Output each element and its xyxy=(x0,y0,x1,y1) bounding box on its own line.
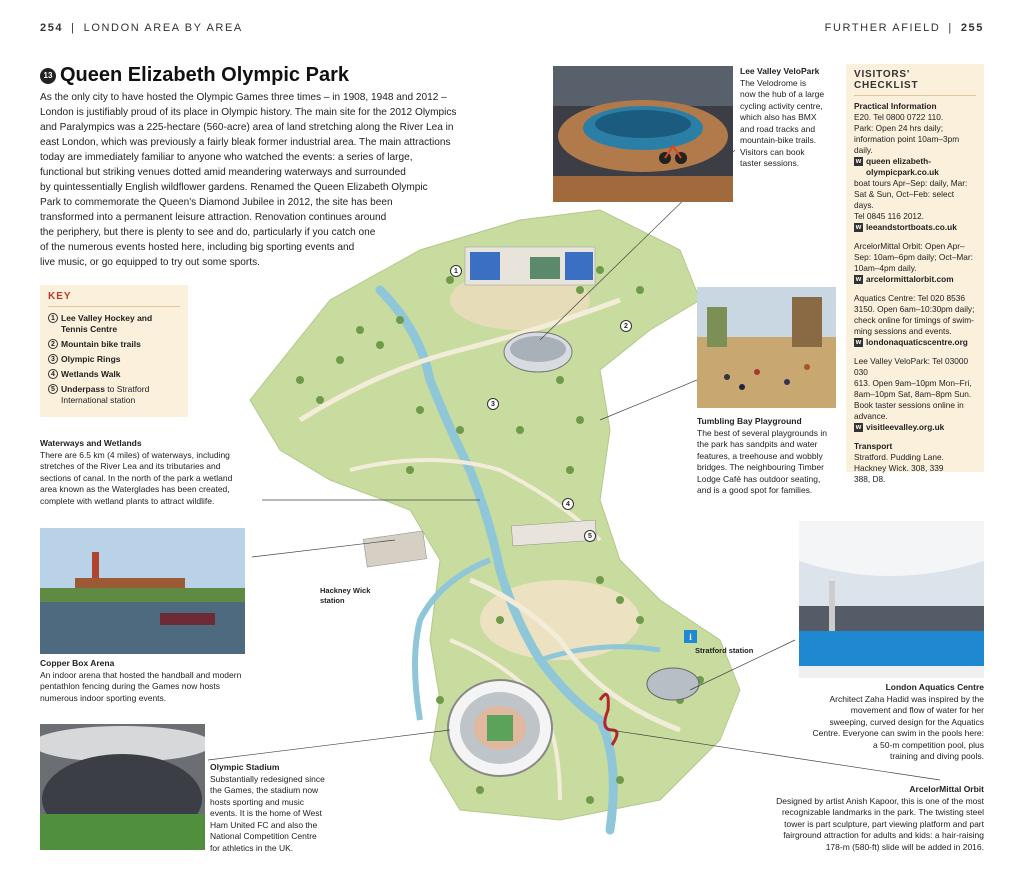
title-block xyxy=(40,64,349,87)
map-key xyxy=(40,285,188,417)
waterways-caption: Waterways and Wetlands There are 6.5 km (4 miles) of waterways, including stretches of the River Lea and its tributaries and sections of canal. In the north of the park a wetland area known as the Waterglades has been created, complete with wetland plants to attract wildlife. xyxy=(40,438,233,506)
page-title: Queen Elizabeth Olympic Park xyxy=(60,64,349,86)
map-marker-2: 2 xyxy=(620,320,632,332)
tennis-court xyxy=(470,252,500,280)
copper-box-caption: Copper Box Arena An indoor arena that hosted the handball and modern pentathlon fencing during the Games now hosts numerous indoor sporting events. xyxy=(40,658,242,703)
section-title-right: FURTHER AFIELD xyxy=(824,22,941,34)
tumbling-bay-caption: Tumbling Bay Playground The best of several playgrounds in the park has sandpits and water features, a treehouse and wobbly bridges. The neighbouring Timber Lodge Café has outdoor seating, and is a good spot for families. xyxy=(697,416,827,495)
website-link[interactable]: leeandstortboats.co.uk xyxy=(866,222,957,232)
copper-box-arena xyxy=(363,531,426,567)
leader-line xyxy=(208,730,450,760)
visitors-checklist: VISITORS' CHECKLIST Practical Information E20. Tel 0800 0722 110. Park: Open 24 hrs daily; information point 10am–3pm daily. w queen elizabeth-olympicpark.co.uk boat tours Apr–Sep: daily, Mar: Sat & Sun, Oct–Feb: select days. Tel 0845 116 2012. w leeandstortboats.co.uk ArcelorMittal Orbit: Open Apr– Sep: 10am–6pm daily; Oct–Mar: 10am–4pm daily. w arcelormittalorbit.com Aquatics Centre: Tel 020 8536 3150. Open 6am–10:30pm daily; check online for timings of swim- ming sessions and events. w londonaquaticscentre.org Lee Valley VeloPark: Tel 03000 030 613. Open 9am–10pm Mon–Fri, 8am–10pm Sat, 8am–8pm Sun. Book taster sessions online in advance. w visitleevalley.org.uk Transport Stratford. Pudding Lane. Hackney Wick. 308, 339 388, D8. xyxy=(846,64,984,472)
velodrome-photo xyxy=(553,66,733,202)
aquatics-centre xyxy=(647,668,699,700)
web-icon: w xyxy=(855,158,862,165)
key-item: 4 Wetlands Walk xyxy=(48,369,180,380)
web-icon: w xyxy=(855,339,862,346)
checklist-title: VISITORS' CHECKLIST xyxy=(854,69,976,96)
section-title-left: LONDON AREA BY AREA xyxy=(83,22,243,34)
map-marker-3: 3 xyxy=(487,398,499,410)
map-marker-1: 1 xyxy=(450,265,462,277)
hackney-wick-label: Hackney Wick station xyxy=(320,586,371,605)
leader-line xyxy=(600,380,697,420)
web-icon: w xyxy=(855,224,862,231)
orbit-caption: ArcelorMittal Orbit Designed by artist Anish Kapoor, this is one of the most recognizable landmarks in the park. The twisting steel tower is part sculpture, part viewing platform and part fairground attraction for adults and kids: a hair-raising 178-m (580-ft) slide will be added in 2016. xyxy=(776,784,984,852)
info-icon: i xyxy=(684,630,697,643)
website-link[interactable]: londonaquaticscentre.org xyxy=(866,337,968,347)
web-icon: w xyxy=(855,424,862,431)
key-item: 5 Underpass to Stratford International station xyxy=(48,384,180,406)
key-item: 3 Olympic Rings xyxy=(48,354,180,365)
page-number-left: 254 xyxy=(40,22,64,34)
velopark-caption: Lee Valley VeloPark The Velodrome is now the hub of a large cycling activity centre, which also has BMX and road tracks and mountain-bike trails. Visitors can book taster sessions. xyxy=(740,66,825,168)
page-number-right: 255 xyxy=(960,22,984,34)
intro-paragraph: As the only city to have hosted the Olympic Games three times – in 1908, 1948 and 2012 – London is justifiably proud of its place in Olympic history. The main site for the 2012 Olympics and Paralympics was a 225-hectare (560-acre) area of land stretching along the River Lea in east London, which was previously a fairly bleak former industrial area. The main attractions today are immediately familiar to anyone who watched the events: a series of large, functional but striking venues dotted amid meandering waterways and surrounded by quintessentially English wildflower gardens. Renamed the Queen Elizabeth Olympic Park to commemorate the Queen's Diamond Jubilee in 2012, the site has been transformed into a permanent leisure attraction. Renovation continues around the periphery, but there is plenty to see and do, particularly if you catch one of the numerous events hosted here, including big sporting events and live music, or go equipped to try out some sports. xyxy=(40,92,457,268)
website-link[interactable]: arcelormittalorbit.com xyxy=(866,274,954,284)
map-marker-5: 5 xyxy=(584,530,596,542)
map-marker-4: 4 xyxy=(562,498,574,510)
playground-photo xyxy=(697,287,836,408)
web-icon: w xyxy=(855,276,862,283)
tennis-court xyxy=(530,257,560,279)
key-title: KEY xyxy=(48,291,180,307)
stratford-station-label: Stratford station xyxy=(695,646,754,655)
website-link[interactable]: visitleevalley.org.uk xyxy=(866,422,945,432)
website-link[interactable]: queen elizabeth-olympicpark.co.uk xyxy=(866,156,939,177)
entry-number-badge: 13 xyxy=(40,68,56,84)
running-head-left: 254 | LONDON AREA BY AREA xyxy=(40,22,243,34)
stadium-caption: Olympic Stadium Substantially redesigned since the Games, the stadium now hosts sporting and music events. It is the home of West Ham United FC and also the National Competition Centre for athletics in the UK. xyxy=(210,762,325,853)
aquatics-photo xyxy=(799,521,984,678)
running-head-right: FURTHER AFIELD | 255 xyxy=(824,22,984,34)
aquatics-caption: London Aquatics Centre Architect Zaha Hadid was inspired by the movement and flow of water for her sweeping, curved design for the Aquatics Centre. Everyone can swim in the pools here: a 50-m competition pool, plus training and diving pools. xyxy=(812,682,984,761)
tennis-court xyxy=(565,252,593,280)
key-item: 2 Mountain bike trails xyxy=(48,339,180,350)
copper-box-photo xyxy=(40,528,245,654)
stadium-photo xyxy=(40,724,205,850)
key-item: 1 Lee Valley Hockey and Tennis Centre xyxy=(48,313,180,335)
